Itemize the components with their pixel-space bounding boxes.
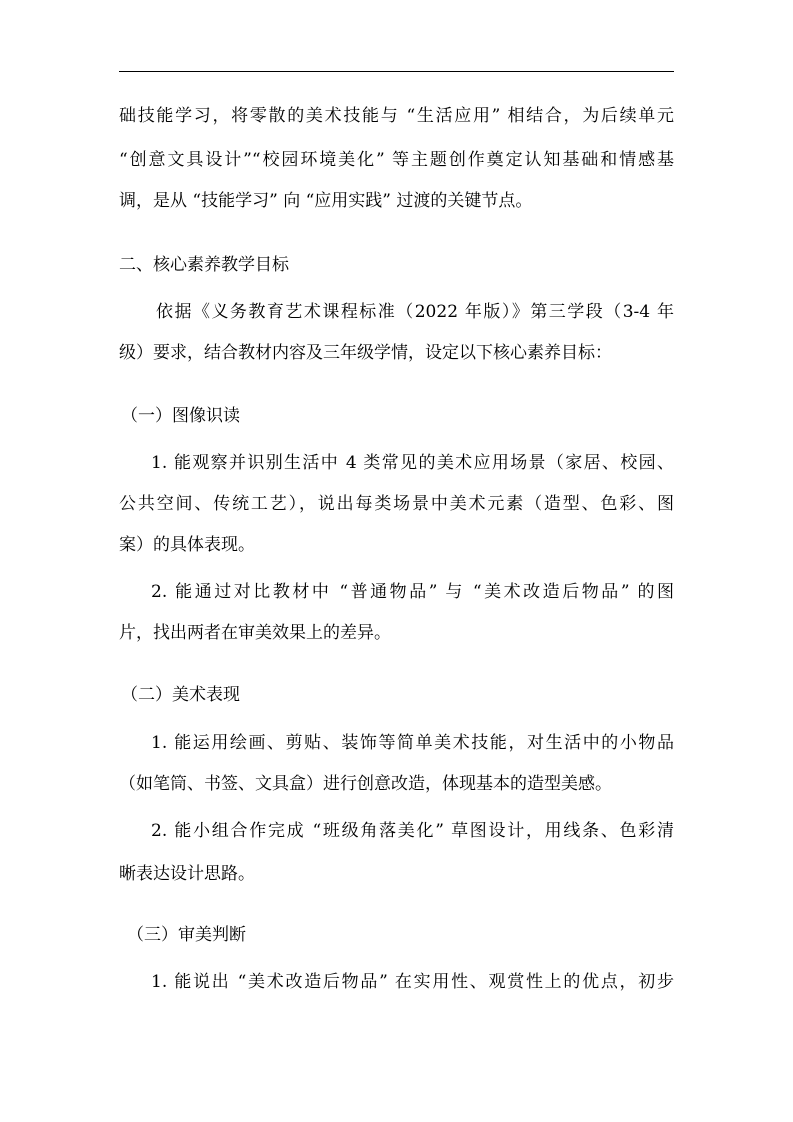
- subsection-heading: （一）图像识读: [121, 406, 240, 426]
- header-rule: [119, 71, 674, 72]
- list-item-line: 2. 能小组合作完成 “班级角落美化” 草图设计，用线条、色彩清: [151, 821, 674, 841]
- list-item-line: 1. 能观察并识别生活中 4 类常见的美术应用场景（家居、校园、: [151, 453, 674, 473]
- list-item-line: 1. 能说出 “美术改造后物品” 在实用性、观赏性上的优点，初步: [151, 972, 674, 992]
- paragraph-line: 级）要求，结合教材内容及三年级学情，设定以下核心素养目标：: [119, 343, 612, 363]
- subsection-heading: （二）美术表现: [121, 685, 240, 705]
- paragraph-line: 调，是从 “技能学习” 向 “应用实践” 过渡的关键节点。: [119, 191, 533, 211]
- list-item-line: 晰表达设计思路。: [119, 864, 255, 884]
- paragraph-line: 础技能学习，将零散的美术技能与 “生活应用” 相结合，为后续单元: [119, 106, 674, 126]
- paragraph-line: “创意文具设计”“校园环境美化” 等主题创作奠定认知基础和情感基: [119, 150, 674, 170]
- subsection-heading: （三）审美判断: [127, 925, 246, 945]
- paragraph-line: 依据《义务教育艺术课程标准（2022 年版）》第三学段（3-4 年: [156, 302, 674, 322]
- list-item-line: 片，找出两者在审美效果上的差异。: [119, 623, 391, 643]
- list-item-line: 案）的具体表现。: [119, 535, 255, 555]
- list-item-line: 1. 能运用绘画、剪贴、装饰等简单美术技能，对生活中的小物品: [151, 733, 674, 753]
- section-heading: 二、核心素养教学目标: [119, 255, 289, 275]
- list-item-line: （如笔筒、书签、文具盒）进行创意改造，体现基本的造型美感。: [119, 774, 612, 794]
- list-item-line: 公共空间、传统工艺），说出每类场景中美术元素（造型、色彩、图: [119, 494, 674, 514]
- list-item-line: 2. 能通过对比教材中 “普通物品” 与 “美术改造后物品” 的图: [151, 582, 674, 602]
